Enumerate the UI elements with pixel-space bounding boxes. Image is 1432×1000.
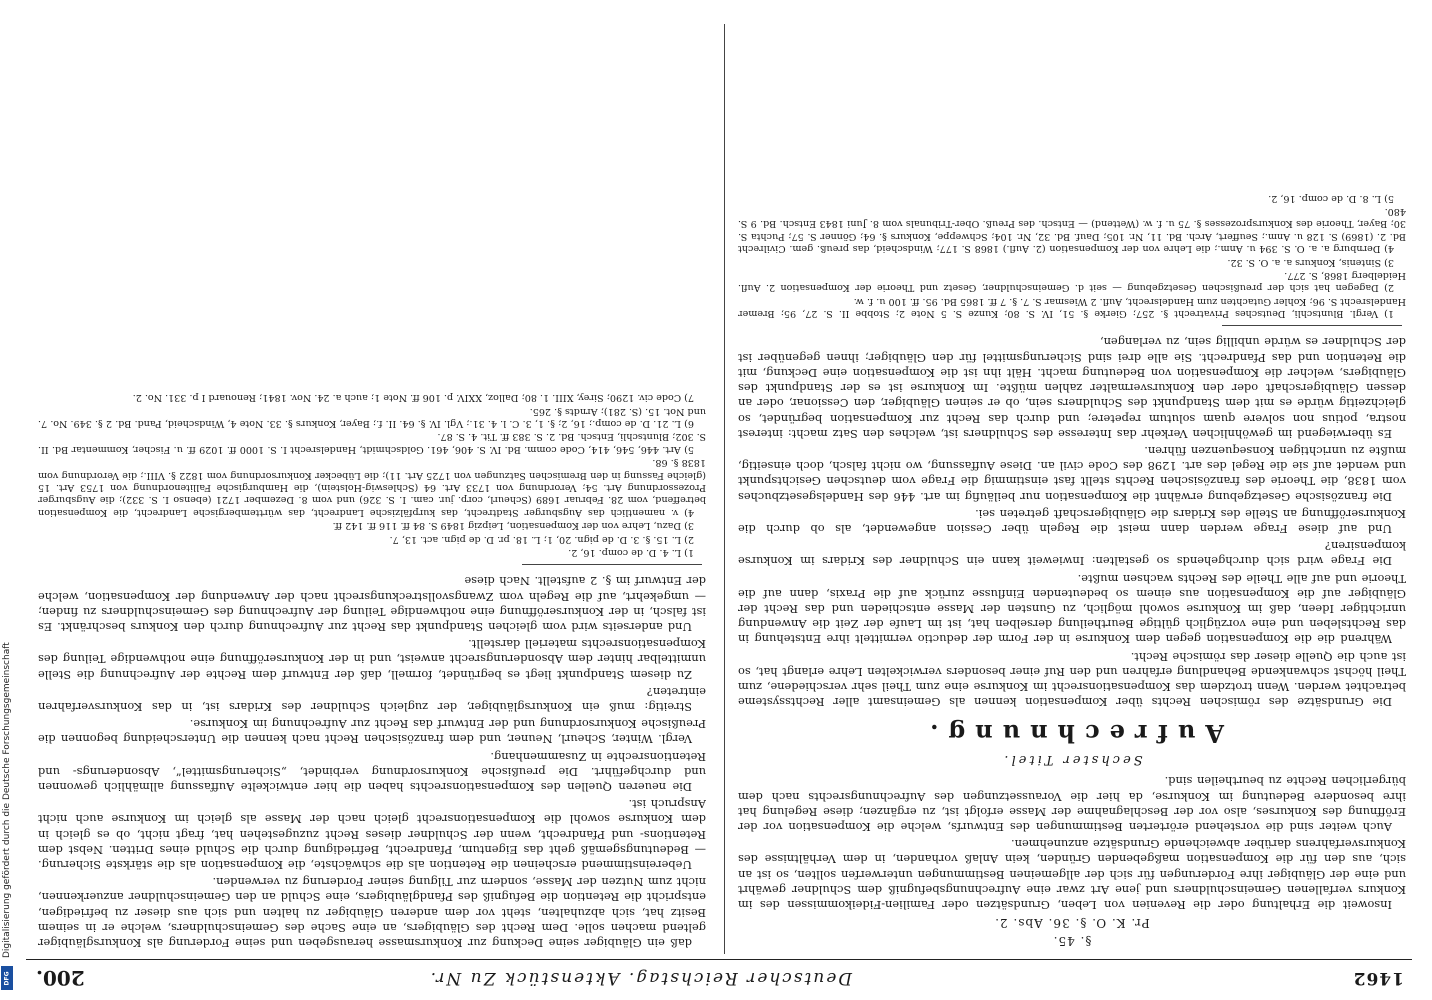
column-divider (724, 24, 725, 954)
footnote: 5) Art. 446, 546, 414, Code comm. Bd. IV. S. 406, 461. Goldschmidt, Handelsrecht I. S. 1000 ff. 1029 ff. u. Fischer, Kommentar Bd. II. S. 302; Bluntschli, Entsch. Bd. 2. S. 383 ff. Tit. 4. S. 87. (38, 431, 706, 455)
paragraph: Insoweit die Erhaltung oder die Revenien von Leben, Grundsätzen oder Familien-Fideikommissen des im Konkurs verfallenen Gemeinschuldners und jene Art zwar eine Aufrechnungsbefugniß dem Schuldner gewährt und eine der Gläubiger ihre Forderungen für sich der allgemeinen Bestimmungen unterwerfen sollten, so ist an sich, aus den für die Kompensation maßgebenden Gründen, kein Anlaß vorhanden, in dem Verhältnisse des Konkursverfahrens darüber abweichende Grundsätze anzunehmen. (738, 837, 1406, 912)
side-strip (0, 0, 14, 1000)
paragraph: Während die die Kompensation gegen dem Konkurse in der Form der deductio vermittelt ihre Entstehung in das Rechtsleben und eine vorzüglich gültige Beurtheilung derselben hat, ist im Laufe der Zeit die Anwendung unrichtiger Ideen, daß im Konkurse sowohl möglich, zu Gunsten der Masse entschieden und das Recht der Gläubiger auf die Kompensation aus einem so bedeutenden Einflusse zurück auf die Praxis, dann auf die Theorie und auf alle Theile des Rechts wachsen mußte. (738, 571, 1406, 647)
footnote: 1) L. 4. D. de comp. 16, 2. (568, 547, 694, 559)
left-paragraphs-1 (738, 773, 1406, 912)
page-number: 1462 (1352, 968, 1404, 988)
footnote: 2) Dagegen hat sich der preußischen Gesetzgebung — seit d. Gemeinschuldner, Gesetz und Theorie der Kompensation 2. Aufl. Heidelberg 1868, S. 277. (738, 270, 1406, 294)
paragraph: daß ein Gläubiger seine Deckung zur Konkursmasse herausgeben und seine Forderung als Konkursgläubiger geltend machen solle. Dem Recht des Gläubigers, an eine Sache des Gemeinschuldners, welche er in seinem Besitz hat, sich abzuhalten, steht vor dem anderen Gläubiger zu halten und sich aus dieser zu befriedigen, entspricht die Retention die Befugniß des Pfandgläubigers, eine Schuld an den Gemeinschuldner anzuerkennen, nicht zum Nutzen der Masse, sondern zur Tilgung seiner Forderung zu verwenden. (38, 875, 706, 950)
rotated-page-content (26, 4, 1412, 994)
chapter-label: Sechster Titel. (1001, 752, 1143, 768)
paragraph: Uebereinstimmend erscheinen die Retention als die schwächste, die Kompensation als die stärkste Sicherung. — Bedeutungsgemäß geht das Eigentum, Pfandrecht, Befriedigung durch die Schuld eines Dritten. Nebst dem Retentions- und Pfandrecht, wenn der Schuldner dieses Recht zuzugestehen hat, fragt nicht, ob es gleich in dem Konkurse sowohl die Kompensationsrecht gleich nach der Masse als gleich im Konkurse auch nicht Anspruch ist. (38, 797, 706, 872)
section-reference: Pr. K. O. §. 36. Abs. 2. (994, 916, 1150, 930)
footnote: 3) Sintenis, Konkurs a. a. O. S. 32. (1227, 256, 1394, 268)
dfg-logo-text: DFG (3, 970, 11, 986)
footnote: 3) Dazu, Lehre von der Kompensation, Leipzig 1849 S. 84 ff. 116 ff. 142 ff. (332, 520, 694, 532)
paragraph: Es überwiegend im gewöhnlichen Verkehr das Interesse des Schuldners ist, welches den Satz macht: interest nostra, potius non solvere quam solutum repetere; und durch das Recht zur Kompensation begründet, so gleichzeitig würde es mit dem Standpunkt des Schuldners sein, ob er seinen Gläubiger, den Cessionar, oder an dessen Gläubigerschaft oder den Konkursvermalter zahlen müßte. Im Konkurse ist es der Standpunkt des Gläubigers, welcher die Kompensation von Bedeutung macht. Hält ihn ist die Kompensation eine Deckung, mit die Retention und das Pfandrecht. Sie alle drei sind Sicherungsmittel für den Gläubiger; ihnen gegenüber ist der Schuldner es würde unbillig sein, zu verlangen, (738, 335, 1406, 441)
paragraph: Vergl. Winter, Scheurl, Neuner, und dem französischen Recht nach kennen die Unterscheidung begonnen die Preußische Konkursordnung und der Entwurf das Recht zur Aufrechnung im Konkurse. (38, 717, 706, 747)
paragraph: Die Frage wird sich durchgehends so gestalten: Inwieweit kann ein Schuldner des Kridars im Konkurse kompensiren? (738, 539, 1406, 569)
chapter-title: Aufrechnung. (920, 719, 1224, 749)
left-paragraphs-2 (738, 334, 1406, 709)
paragraph: Streitig: muß ein Konkursgläubiger, der zugleich Schuldner des Kridars ist, in das Konkursverfahren eintreten? (38, 684, 706, 714)
footnote-rule (1222, 325, 1402, 326)
left-footnotes (738, 191, 1406, 319)
footnote: 2) L. 15. §. 3. D. de pign. 20, 1; L. 18. pr. D. de pign. act. 13, 7. (389, 533, 694, 545)
paragraph: Und auf diese Frage werden dann meist die Regeln über Cession angewendet, als ob durch die Konkurseröffnung an Stelle des Kridars die Gläubigerschaft getreten sei. (738, 506, 1406, 536)
page-header (26, 959, 1412, 994)
footnote: 7) Code civ. 1290; Sirey, XIII. 1. 80; Dalloz, XXIV. p. 106 ff. Note 1; auch a. 24. Nov. 1841; Renouard I p. 331. No. 2. (132, 392, 694, 404)
paragraph: Auch weiter sind die vorstehend erörterten Bestimmungen des Entwurfs, welche die Kompensation vor der Eröffnung des Konkurses, also vor der Beschlagnahme der Masse erfolgt ist, zu ergänzen; diese Regelung hat ihre besondere Bedeutung im Konkurse, da hier die Voraussetzungen des Aufrechnungsrechts nach dem bürgerlichen Rechte zu beurtheilen sind. (738, 774, 1406, 834)
section-heading: §. 45. (1052, 934, 1092, 948)
dfg-logo (1, 966, 13, 990)
footnote: 4) Dernburg a. a. O. S. 394 u. Anm.; die Lehre von der Kompensation (2. Aufl.) 1868 S. 177; Windscheid, das preuß. gem. Civilrecht Bd. 2. (1869) S. 128 u. Anm.; Seuffert, Arch. Bd. 11, Nr. 105; Dauf. Bd. 32, Nr. 104; Schweppe, Konkurs §. 64; Gönner S. 57; Puchta S. 30; Bayer, Theorie des Konkursprozesses §. 75 u. f. w. (Wettend) — Entsch. des Preuß. Ober-Tribunals vom 8. Juni 1843 Entsch. Bd. 9 S. 480. (738, 206, 1406, 255)
paragraph: Die neueren Quellen des Kompensationsrechts haben die hier entwickelte Auffassung allmählich gewonnen und durchgeführt. Die preußische Konkursordnung verbindet, „Sicherungsmittel“, Absonderungs- und Retentionsrechte in Zusammenhang. (38, 749, 706, 794)
document-number: 200. (36, 966, 85, 990)
scanned-page (26, 4, 1412, 994)
paragraph: Und anderseits wird vom gleichen Standpunkt das Recht zur Aufrechnung durch den Konkurs beschränkt. Es ist falsch, in der Konkurseröffnung eine nothwendige Teilung der Aufrechnung des Gemeinschuldners zu finden; — umgekehrt, auf die Regeln vom Zwangsvollstreckungsrecht nach der Anwendung der Kompensation, welche der Entwurf im §. 2 aufstellt. Nach diese (38, 574, 706, 634)
paragraph: Die französische Gesetzgebung erwähnt die Kompensation nur beiläufig im art. 446 des Handelsgesetzbuches vom 1838, die Theorie des französischen Rechts stellt fast einstimmig die Frage vom deutschen Gesichtspunkt und wendet auf sie die Regel des art. 1298 des Code civil an. Diese Auffassung, wo nicht falsch, doch einseitig, mußte zu unrichtigen Konsequenzen führen. (738, 443, 1406, 504)
footnote: 1) Vergl. Bluntschli, Deutsches Privatrecht §. 257; Gierke §. 51, IV. S. 80; Kunze S. 5 Note 2; Stobbe II. S. 27, 95; Bremer Handelsrecht S. 96; Kohler Gutachten zum Handelsrecht, Aufl. 2 Wiesmar S. 7. §. 7 ff. 1865 Bd. 95. ff. 100 u. f. w. (738, 295, 1406, 320)
right-column (38, 20, 706, 950)
paragraph: Die Grundsätze des römischen Rechts über Kompensation kennen als Gemeinsamt aller Rechtssysteme betrachtet werden. Wenn trotzdem das Kompensationsrecht im Konkurse eine zum Theil sehr verschiedene, zum Theil höchst schwankende Behandlung erfahren und den Ruf einer besonders verwickelten Lehre erlangt hat, so ist auch die Quelle dieser das römische Recht. (738, 649, 1406, 710)
footnote: 5) L. 8. D. de comp. 16, 2. (1268, 192, 1394, 204)
running-head: Deutscher Reichstag. Aktenstück Zu Nr. (428, 968, 852, 988)
footnote: 6) L. 21. D. de comp.; 16, 2; §. 1, 3. C. l. 4. 31.; Vgl. IV. §. 64. II. f.; Bayer, Konkurs §. 33. Note 4, Windscheid, Pand. Bd. 2 §. 349. No. 7. und Not. 15. (S. 281); Arndts §. 265. (38, 405, 706, 430)
paragraph: Zu diesem Standpunkt liegt es begründet, formell, daß der Entwurf dem Rechte der Aufrechnung die Stelle unmittelbar hinter dem Absonderungsrecht anweist, und in der Konkurseröffnung eine nothwendige Teilung des Kompensationsrechts materiell darstellt. (38, 637, 706, 682)
right-paragraphs (38, 573, 706, 950)
footnote-rule (522, 564, 702, 565)
right-footnotes (38, 391, 706, 558)
left-column (738, 20, 1406, 950)
digitization-credit: Digitalisierung gefördert durch die Deutsche Forschungsgemeinschaft (2, 642, 12, 958)
footnote: 4) v. namentlich das Augsburger Stadtrecht, das kurpfälzische Landrecht, das württembergische Landrecht, die Kompensation betreffend, vom 28. Februar 1689 (Scheurl, corp. jur. cam. I. S. 326) und vom 8. Dezember 1721 (ebenso I. S. 332); die Augsburger Prozessordnung Art. 54; Verordnung von 1733 Art. 64 (Schleswig-Holstein), die Hamburgische Fallitenordnung von 1753 Art. 15 (gleiche Fassung in den Bremischen Satzungen von 1725 Art. 11); die Lübecker Konkursordnung vom 1822 §. VIII.; die Verordnung vom 1838 §. 68. (38, 457, 706, 518)
